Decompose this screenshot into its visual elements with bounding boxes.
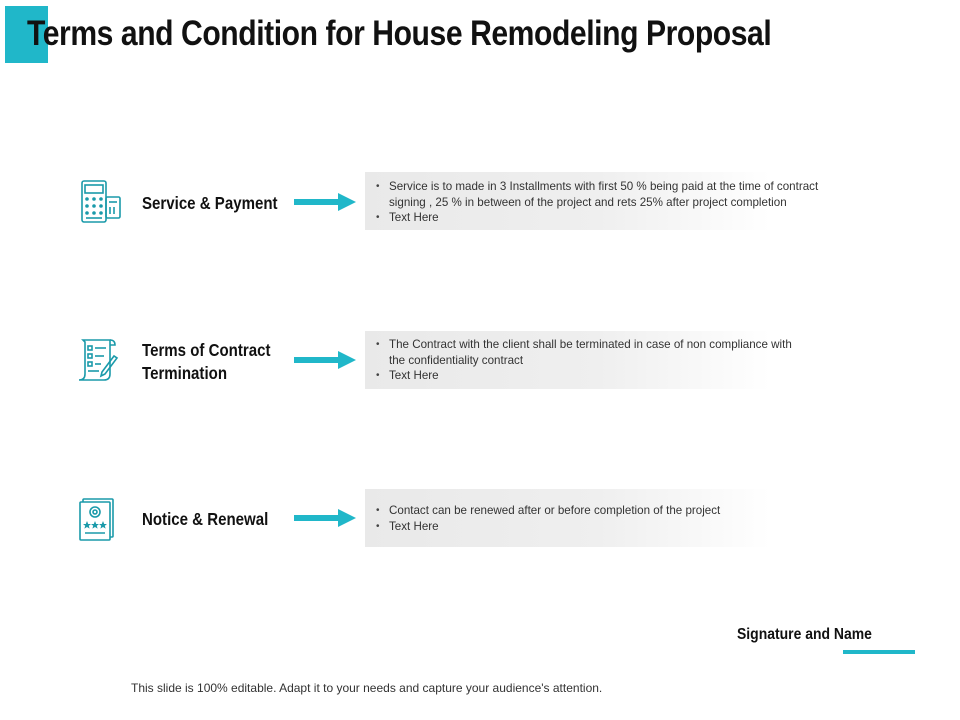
section-label: [142, 339, 271, 385]
section-label: [142, 508, 268, 531]
footer-note: This slide is 100% editable. Adapt it to your needs and capture your audience's attention.: [131, 681, 603, 695]
section-label-line: Service & Payment: [142, 193, 278, 213]
right-arrow-icon: [294, 351, 356, 369]
list-item-line: • Text Here: [389, 519, 439, 533]
section-label-line: Notice & Renewal: [142, 509, 269, 529]
section-label: [142, 192, 278, 215]
list-item-line: • The Contract with the client shall be terminated in case of non compliance with: [389, 338, 792, 351]
detail-list: [365, 489, 885, 534]
list-item: [389, 519, 885, 535]
certificate-icon: [74, 494, 124, 544]
section-detail-box: [365, 172, 885, 230]
list-item-line: • Service is to made in 3 Installments with first 50 % being paid at the time of contract: [389, 180, 819, 193]
list-item: [389, 503, 885, 519]
list-item: [389, 368, 885, 384]
calculator-icon: [74, 178, 124, 228]
signature-underline: [843, 650, 915, 654]
list-item-line: • Text Here: [389, 211, 439, 225]
list-item-line: • Contact can be renewed after or before completion of the project: [389, 504, 721, 517]
right-arrow-icon: [294, 193, 356, 211]
section-label-line: Termination: [142, 363, 228, 383]
list-item: [389, 337, 885, 368]
list-item: [389, 210, 885, 226]
detail-list: [365, 331, 885, 384]
list-item: [389, 179, 885, 210]
list-item-line: • Text Here: [389, 369, 439, 383]
list-item-line: the confidentiality contract: [389, 353, 524, 367]
list-item-line: signing , 25 % in between of the project and rets 25% after project completion: [389, 195, 787, 209]
right-arrow-icon: [294, 509, 356, 527]
section-detail-box: [365, 489, 885, 547]
detail-list: [365, 172, 885, 226]
section-detail-box: [365, 331, 885, 389]
signature-label: Signature and Name: [737, 626, 872, 643]
section-label-line: Terms of Contract: [142, 340, 271, 360]
contract-document-icon: [74, 336, 124, 386]
page-title: Terms and Condition for House Remodeling Proposal: [27, 14, 772, 53]
